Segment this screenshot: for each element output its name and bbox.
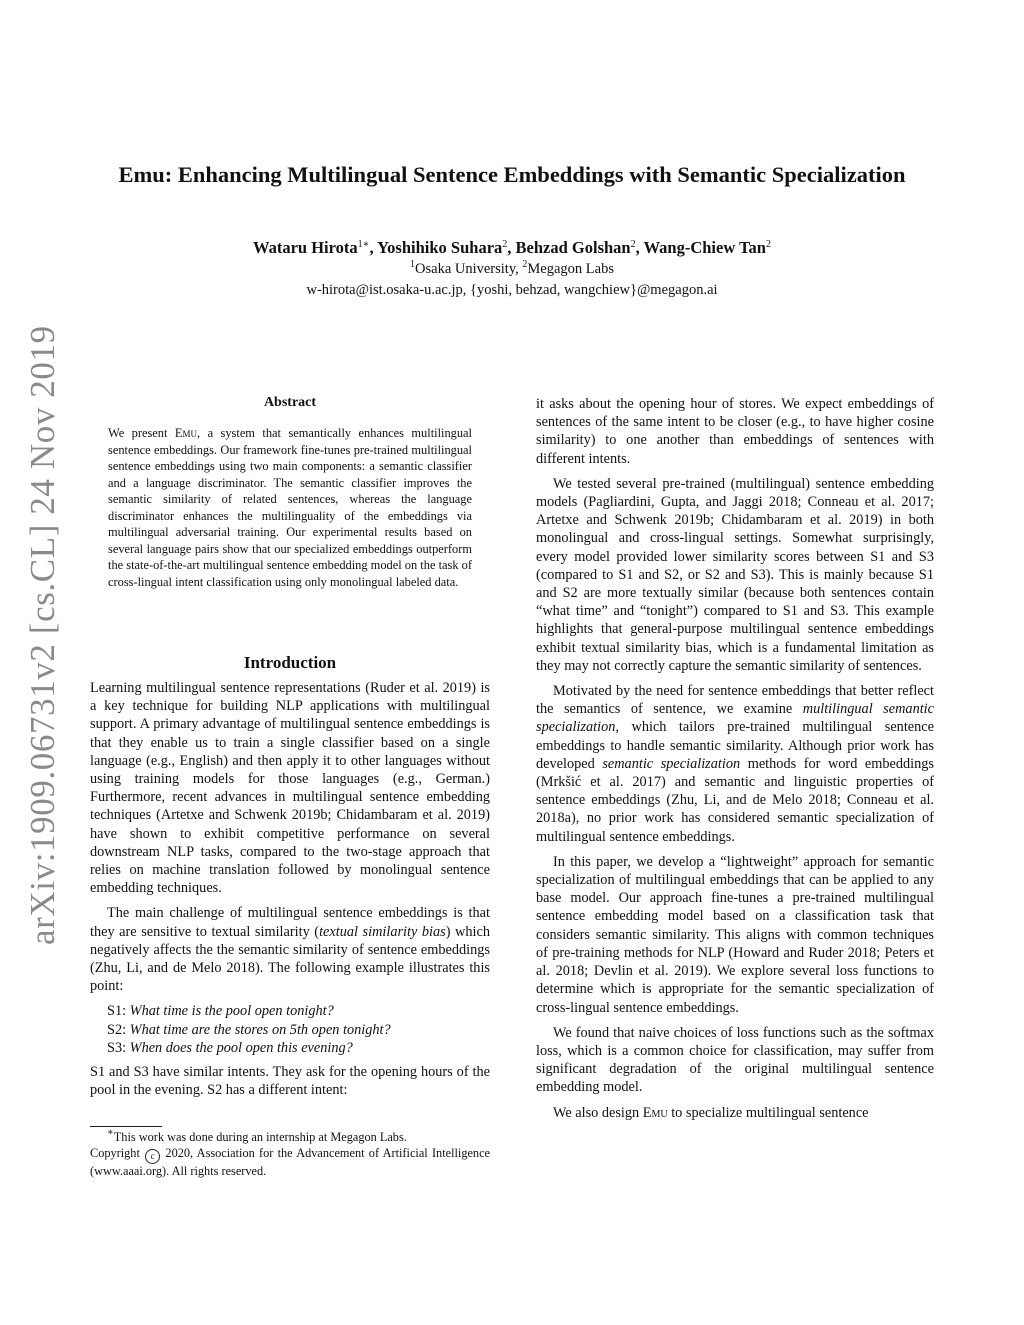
author-mark: 2 [630,239,636,250]
example-item: S1: What time is the pool open tonight? [107,1003,334,1020]
right-column [536,395,934,1129]
abstract-body [108,425,472,590]
left-column [90,679,490,1106]
paragraph: We tested several pre-trained (multilingual) sentence embedding models (Pagliardini, Gupta, and Jaggi 2018; Conneau et al. 2017; Artetxe and Schwenk 2019b; Chidambaram et al. 2019) in both monolingual and cross-lingual settings. Somewhat surprisingly, every model provided lower similarity scores between S1 and S3 (compared to S1 and S2, or S2 and S3). This is mainly because S1 and S2 are more textually similar (because both sentences contain “what time” and “tonight”) compared to S1 and S3. This example highlights that general-purpose multilingual sentence embeddings exhibit textual similarity bias, which is a fundamental limitation as they may not correctly capture the semantic similarity of sentences. [536,475,934,674]
author-list [60,237,964,259]
author-name: Behzad Golshan [515,238,631,257]
paragraph: S1 and S3 have similar intents. They ask for the opening hours of the pool in the evening. S2 has a different intent: [90,1064,490,1099]
author-separator: , [507,238,516,257]
paragraph: We also design Emu to specialize multilingual sentence [553,1104,869,1121]
author-name: Yoshihiko Suhara [377,238,503,257]
footnote-text: ∗This work was done during an internship at Megagon Labs. [107,1127,407,1144]
author-name: Wang-Chiew Tan [643,238,766,257]
author-name: Wataru Hirota [253,238,358,257]
author-mark: 2 [765,239,771,250]
abstract-text: We present Emu, a system that semantically enhances multilingual sentence embeddings. Our framework fine-tunes pre-trained multilingual sentence embeddings using two main components: a semantic classifier and a language discriminator. The semantic classifier improves the semantic similarity of related sentences, whereas the language discriminator enhances the multilinguality of the embeddings via multilingual adversarial training. Our experimental results based on several language pairs show that our specialized embeddings outperform the state-of-the-art multilingual sentence embedding model on the task of cross-lingual intent classification using only monolingual labeled data. [108,426,472,589]
paper-title: Emu: Enhancing Multilingual Sentence Embeddings with Semantic Specialization [118,162,906,187]
footnote-rule [90,1126,162,1127]
section-heading-introduction: Introduction [243,653,337,672]
abstract-heading: Abstract [263,395,317,410]
author-separator: , [635,238,644,257]
author-mark: 1∗ [357,239,370,250]
author-emails: w-hirota@ist.osaka-u.ac.jp, {yoshi, behzad, wangchiew}@megagon.ai [306,282,718,298]
paragraph: it asks about the opening hour of stores. We expect embeddings of sentences of the same intent to be closer (e.g., to have higher cosine similarity) to one another than embeddings of sentences with different intents. [536,396,934,467]
paragraph: The main challenge of multilingual sentence embeddings is that they are sensitive to textual similarity (textual similarity bias) which negatively affects the the semantic similarity of sentence embeddings (Zhu, Li, and de Melo 2018). The following example illustrates this point: [90,905,490,995]
copyright-notice: Copyright c 2020, Association for the Advancement of Artificial Intelligence (www.aaai.org). All rights reserved. [90,1145,490,1178]
affiliation-org: Osaka University, [415,261,523,277]
copyright-icon: c [145,1149,160,1164]
example-item: S2: What time are the stores on 5th open tonight? [107,1021,391,1038]
paragraph: Learning multilingual sentence representations (Ruder et al. 2019) is a key technique for building NLP applications with multilingual support. A primary advantage of multilingual sentence embeddings is that they enable us to train a single classifier based on a single language (e.g., English) and then apply it to other languages without using training models for those languages (e.g., German.) Furthermore, recent advances in multilingual sentence embedding techniques (Artetxe and Schwenk 2019b; Chidambaram et al. 2019) have shown to exhibit competitive performance on several downstream NLP tasks, compared to the two-stage approach that relies on machine translation followed by monolingual sentence embedding techniques. [90,680,490,897]
affiliation-mark: 2 [522,259,528,270]
affiliation-mark: 1 [410,259,416,270]
author-separator: , [369,238,378,257]
example-list [107,1002,490,1057]
paragraph: In this paper, we develop a “lightweight” approach for semantic specialization of multilingual embeddings that can be applied to any base model. Our approach fine-tunes a pre-trained multilingual sentence embedding model based on a classification task that considers semantic similarity. This aligns with common techniques of pre-training methods for NLP (Howard and Ruder 2018; Peters et al. 2018; Devlin et al. 2019). We explore several loss functions to determine which is appropriate for the semantic specialization of cross-lingual sentence embeddings. [536,853,934,1016]
author-mark: 2 [502,239,508,250]
paragraph: Motivated by the need for sentence embeddings that better reflect the semantics of sentence, we examine multilingual semantic specialization, which tailors pre-trained multilingual sentence embeddings to handle semantic similarity. Although prior work has developed semantic specialization methods for word embeddings (Mrkšić et al. 2017) and semantic and linguistic properties of sentence embeddings (Zhu, Li, and de Melo 2018; Conneau et al. 2018a), no prior work has considered semantic specialization of multilingual sentence embeddings. [536,683,935,845]
affiliations [60,260,964,278]
arxiv-stamp: arXiv:1909.06731v2 [cs.CL] 24 Nov 2019 [23,325,62,945]
paragraph: We found that naive choices of loss functions such as the softmax loss, which is a common choice for classification, may suffer from significant degradation of the original multilingual sentence embedding model. [536,1024,934,1096]
example-item: S3: When does the pool open this evening? [107,1039,353,1056]
affiliation-org: Megagon Labs [527,261,614,277]
footnote [90,1127,490,1179]
